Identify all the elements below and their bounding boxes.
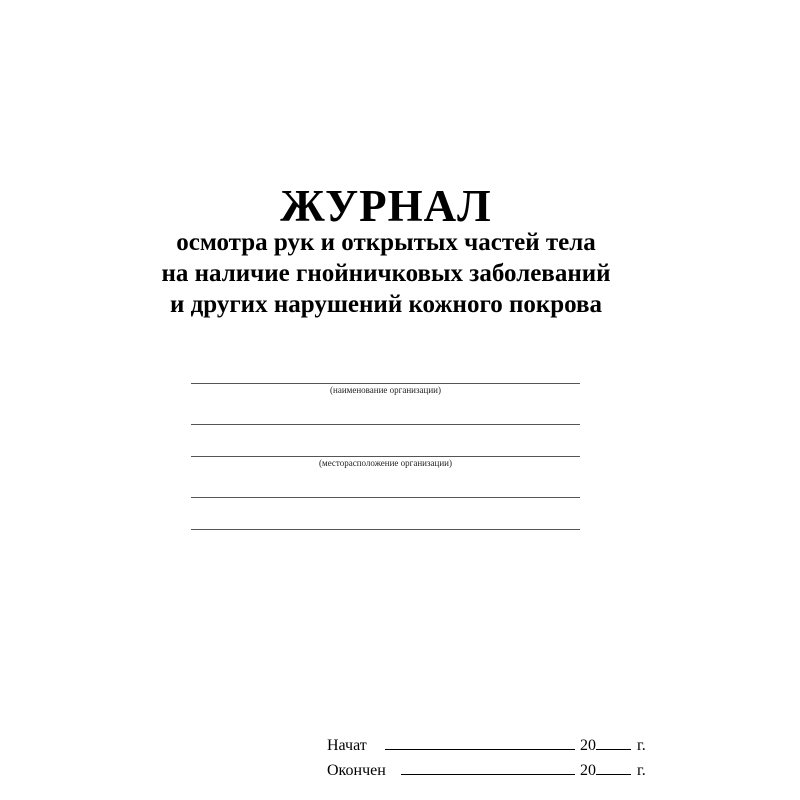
finished-label: Окончен [327, 762, 386, 779]
organization-location-line-3[interactable] [191, 529, 580, 530]
finished-year-blank[interactable] [596, 760, 631, 775]
started-year-suffix: г. [637, 737, 646, 754]
started-year-prefix: 20 [580, 737, 596, 754]
finished-year-suffix: г. [637, 762, 646, 779]
organization-location-line-2[interactable] [191, 497, 580, 498]
started-year-blank[interactable] [596, 735, 631, 750]
organization-location-line[interactable] [191, 456, 580, 457]
subtitle-line-3: и других нарушений кожного покрова [169, 291, 603, 318]
finished-row [327, 760, 646, 781]
started-row [327, 735, 646, 756]
organization-name-caption: (наименование организации) [330, 385, 441, 395]
started-label: Начат [327, 737, 367, 754]
started-date-blank[interactable] [385, 735, 575, 750]
subtitle-line-2: на наличие гнойничковых заболеваний [161, 260, 611, 287]
finished-date-blank[interactable] [401, 760, 575, 775]
journal-title: ЖУРНАЛ [280, 181, 492, 231]
organization-location-caption: (месторасположение организации) [319, 458, 452, 468]
organization-name-line[interactable] [191, 383, 580, 384]
organization-name-line-2[interactable] [191, 424, 580, 425]
finished-year-prefix: 20 [580, 762, 596, 779]
subtitle-line-1: осмотра рук и открытых частей тела [176, 229, 596, 256]
